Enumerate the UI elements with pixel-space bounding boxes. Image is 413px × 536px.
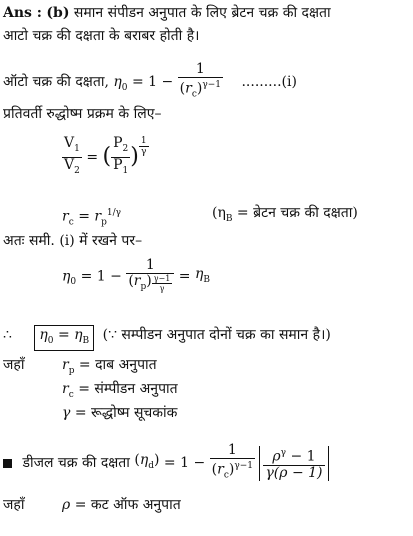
boxed-eta0: η <box>39 327 48 343</box>
cutoff-where: जहाँ <box>3 497 25 513</box>
otto-one-minus: 1 − <box>148 74 174 91</box>
sub-rp-sub: p <box>140 281 147 292</box>
def-rp <box>62 357 157 379</box>
p2 <box>111 136 130 158</box>
adiabatic-relation: $\frac{V_1}{V_2}$ = ( $\frac{P_2}{P_1}$ ) $\frac{1}{\gamma}$ <box>62 136 149 179</box>
def-rc-text: = संम्पीडन अनुपात <box>78 381 178 397</box>
conclusion-reason: (∵ सम्पीडन अनुपात दोनों चक्र का समान है।) <box>102 327 331 343</box>
ans-label: Ans : <box>3 5 42 21</box>
def-gamma-letter: γ <box>62 405 71 421</box>
diesel-bracket-num <box>263 446 324 466</box>
otto-denominator: $(r_c)^{\gamma-1}$ <box>179 80 222 100</box>
sub-fraction <box>126 258 174 295</box>
p1 <box>111 158 130 179</box>
brayton-note <box>212 205 358 227</box>
v1-letter: V <box>64 135 75 151</box>
p-ratio-exponent <box>139 136 149 157</box>
otto-exp: γ−1 <box>202 80 222 90</box>
otto-equation <box>3 62 297 102</box>
diesel-label: डीजल चक्र की दक्षता <box>22 455 130 472</box>
answer-line-2 <box>3 28 199 44</box>
diesel-numerator: 1 <box>210 443 255 459</box>
def-rp-letter: r <box>62 357 69 373</box>
otto-numerator: 1 <box>178 62 223 78</box>
otto-equals: = <box>131 74 144 91</box>
sub-eta-b-sub: B <box>203 274 210 285</box>
diesel-equation: डीजल चक्र की दक्षता $(\eta_d) = 1$ − $\frac{1}{(r_c)^{\gamma-1}}$ $\frac{\rho^\gamma - 1}{\gamma(\rho - 1)}$ <box>3 443 329 483</box>
ans-text-2: आटो चक्र की दक्षता के बराबर होती है। <box>3 28 200 44</box>
cutoff-text: = कट ऑफ अनुपात <box>74 497 181 513</box>
diesel-bracket-num-tail: − 1 <box>286 448 316 465</box>
v2 <box>62 158 82 179</box>
sub-one-minus: 1 − <box>96 268 122 285</box>
def-rp-text: = दाब अनुपात <box>78 357 157 373</box>
diesel-rc: r <box>217 461 224 478</box>
otto-rc-sub: c <box>191 89 197 100</box>
sub-eta-sub: 0 <box>70 277 77 288</box>
answer-line-1 <box>3 5 331 21</box>
adiabatic-intro: प्रतिवर्ती रुद्धोष्म प्रक्रम के लिए– <box>3 106 162 122</box>
exp-num: 1 <box>140 136 147 146</box>
otto-fraction <box>178 62 223 102</box>
left-paren: ( <box>102 144 112 170</box>
def-rc-letter: r <box>62 381 69 397</box>
def-gamma-text: = रूद्धोष्म सूचकांक <box>74 405 178 421</box>
diesel-bracket <box>259 446 328 481</box>
sub-rp: r <box>133 273 141 289</box>
rc-sub: c <box>68 217 74 228</box>
otto-ref: .........(i) <box>241 74 297 91</box>
cutoff-rho: ρ <box>62 497 71 513</box>
diesel-fraction <box>210 443 255 483</box>
def-rc-sub: c <box>68 389 74 400</box>
diesel-eta: η <box>139 452 149 469</box>
diesel-rho: ρ <box>272 448 281 465</box>
diesel-exp: γ−1 <box>234 461 253 471</box>
sub-exp-den: γ <box>159 284 165 293</box>
brayton-note-open: (η <box>212 205 226 221</box>
otto-rc: r <box>185 80 192 97</box>
sub-denominator: $(r_p)$ $\frac{\gamma-1}{\gamma}$ <box>128 273 171 293</box>
ans-text-1: समान संपीडन अनुपात के लिए ब्रेटन चक्र की दक्षता <box>73 5 331 21</box>
v-ratio <box>62 136 82 179</box>
diesel-one-minus: 1 − <box>180 455 206 472</box>
def-where: जहाँ <box>3 357 25 373</box>
sub-exp <box>152 274 173 293</box>
p1-letter: P <box>113 156 123 173</box>
sub-exp-num: γ−1 <box>153 274 171 283</box>
diesel-bracket-den: γ(ρ − 1) <box>265 464 323 481</box>
p2-letter: P <box>113 135 123 151</box>
v2-letter: V <box>64 156 75 173</box>
diesel-rho-exp: γ <box>280 447 286 458</box>
sub-eta: η <box>62 268 71 285</box>
def-rp-sub: p <box>68 365 75 376</box>
substitute-equation: $\eta_0 = 1$ − 1 $(r_p)$ $\frac{\gamma-1}{\gamma}$ = $\eta_B$ <box>62 257 210 293</box>
p2-sub: 2 <box>122 143 129 154</box>
right-paren: ) <box>130 144 139 170</box>
boxed-eta0-sub: 0 <box>47 335 54 346</box>
boxed-etab-sub: B <box>82 335 90 346</box>
rp-letter: r <box>94 208 102 225</box>
bullet-square-icon <box>3 459 12 468</box>
v2-sub: 2 <box>74 165 80 176</box>
ans-option: (b) <box>46 5 70 21</box>
otto-eta: η <box>113 74 122 91</box>
boxed-etab: η <box>74 327 83 343</box>
p-ratio <box>111 136 130 179</box>
sub-eta-b: η <box>194 265 204 282</box>
v1-sub: 1 <box>74 143 80 154</box>
brayton-note-text: = ब्रेटन चक्र की दक्षता) <box>232 205 358 221</box>
conclusion-line <box>3 325 331 351</box>
p1-sub: 1 <box>122 165 129 176</box>
cutoff-def <box>62 497 181 513</box>
exp-den: γ <box>141 147 147 157</box>
otto-eta-sub: 0 <box>121 83 128 94</box>
diesel-denominator: $(r_c)^{\gamma-1}$ <box>211 461 253 481</box>
diesel-eta-sub: d <box>148 461 154 472</box>
brayton-note-sub: B <box>225 213 233 224</box>
rc-letter: r <box>62 208 69 225</box>
therefore-symbol: ∴ <box>3 327 12 343</box>
otto-prefix: ऑटो चक्र की दक्षता, <box>3 74 109 91</box>
diesel-bracket-fraction <box>263 446 324 481</box>
v1 <box>62 136 82 158</box>
sub-numerator: 1 <box>126 258 174 274</box>
rp-sub: p <box>101 217 107 228</box>
rc-relation: $r_c = r_p^{1/\gamma}$ <box>62 208 121 228</box>
substitute-intro: अतः समी. (i) में रखने पर– <box>3 233 143 249</box>
def-gamma <box>62 405 177 421</box>
def-rc <box>62 381 178 403</box>
boxed-result: $\eta_0 = \eta_B$ <box>34 325 94 351</box>
rp-exp: 1/γ <box>106 208 121 218</box>
diesel-rc-sub: c <box>223 470 229 481</box>
